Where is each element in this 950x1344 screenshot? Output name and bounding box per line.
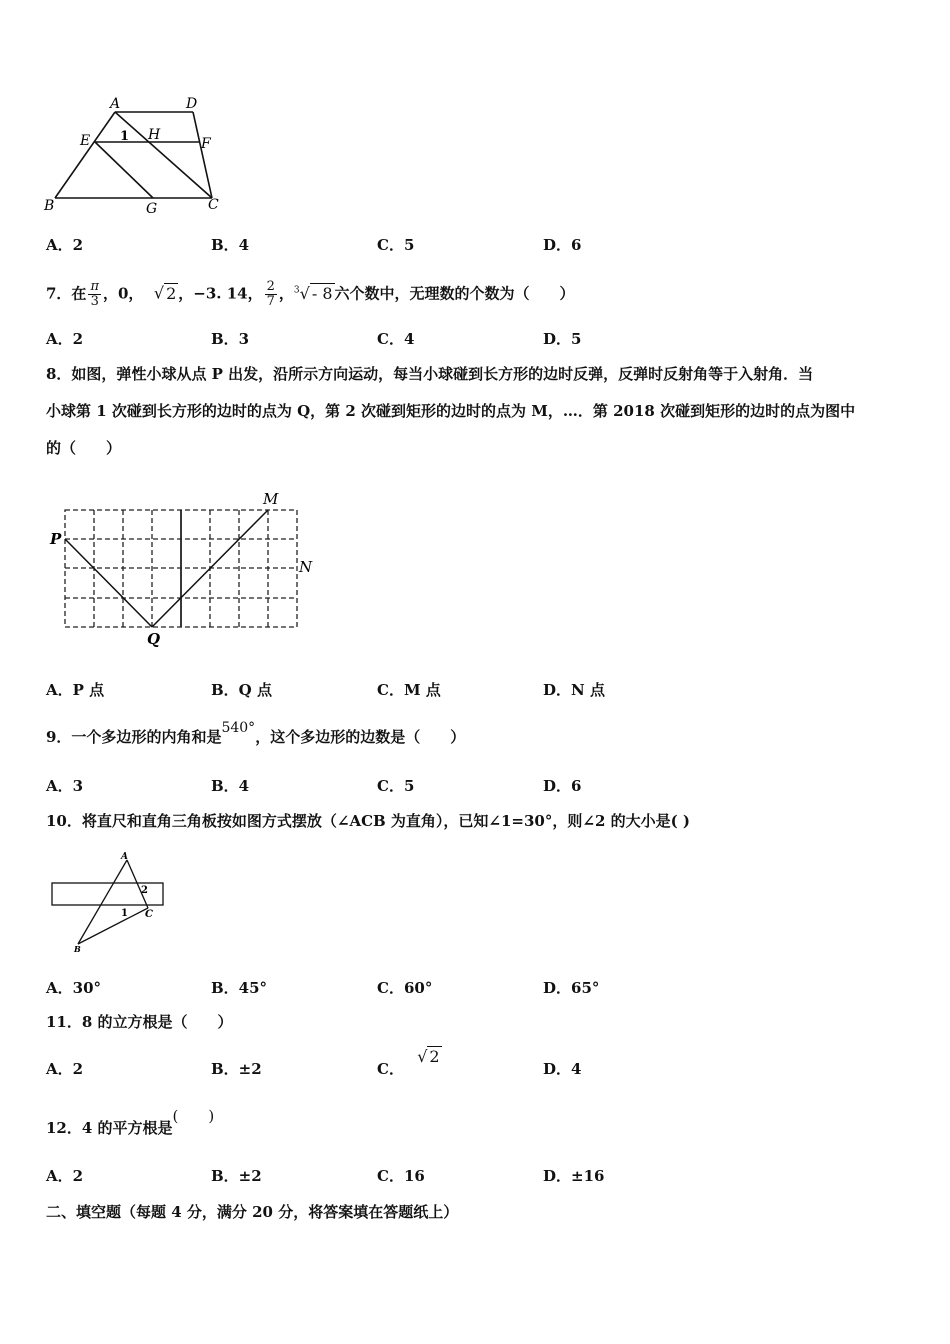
label-Q: Q	[147, 630, 161, 648]
q7-option-d[interactable]: D．5	[543, 330, 582, 348]
q10-option-b[interactable]: B．45°	[211, 979, 268, 997]
q9-option-c[interactable]: C．5	[377, 777, 415, 795]
side-AC	[127, 860, 148, 908]
sqrt-2: √ 2	[153, 283, 177, 303]
q7-option-b[interactable]: B．3	[211, 330, 250, 348]
section-heading: 二、填空题（每题 4 分，满分 20 分，将答案填在答题纸上）	[46, 1203, 459, 1221]
q8-option-b[interactable]: B．Q 点	[211, 681, 272, 699]
grid-figure	[40, 488, 330, 653]
q10-option-c[interactable]: C．60°	[377, 979, 433, 997]
segment-EG	[95, 142, 153, 198]
label-N: N	[299, 558, 313, 576]
q12-option-d[interactable]: D．±16	[543, 1167, 605, 1185]
q7-suffix: 六个数中，无理数的个数为（ ）	[334, 284, 575, 303]
q8-line-3: 的（ ）	[46, 439, 122, 457]
label-G: G	[146, 201, 158, 217]
label-H: H	[148, 127, 161, 143]
label-B: B	[74, 944, 81, 954]
q9-prefix: 9．一个多边形的内角和是	[46, 728, 222, 746]
q12-option-a[interactable]: A．2	[46, 1167, 84, 1185]
q10-option-a[interactable]: A．30°	[46, 979, 102, 997]
cube-root-neg-8: $^3$√ - 8	[293, 283, 333, 303]
label-A: A	[121, 852, 128, 862]
q10-option-d[interactable]: D．65°	[543, 979, 600, 997]
label-M: M	[263, 490, 279, 508]
sqrt-2-option: √ 2	[417, 1047, 440, 1066]
fraction-pi-over-3: $\frac{\pi}{3}$	[90, 279, 99, 309]
q11-option-b[interactable]: B．±2	[211, 1060, 262, 1078]
q11-option-d[interactable]: D．4	[543, 1060, 582, 1078]
q6-option-c[interactable]: C．5	[377, 236, 415, 254]
q7-option-a[interactable]: A．2	[46, 330, 84, 348]
q9-suffix: ，这个多边形的边数是（ ）	[255, 728, 466, 746]
label-C: C	[208, 197, 219, 213]
label-A: A	[110, 96, 121, 112]
label-C: C	[145, 909, 153, 920]
q6-option-b[interactable]: B．4	[211, 236, 250, 254]
q9-option-d[interactable]: D．6	[543, 777, 582, 795]
q9-option-a[interactable]: A．3	[46, 777, 84, 795]
trapezoid-figure	[40, 92, 230, 217]
q8-line-2: 小球第 1 次碰到长方形的边时的点为 Q，第 2 次碰到矩形的边时的点为 M，…．第 2018 次碰到矩形的边时的点为图中	[46, 402, 856, 420]
path-P-Q	[65, 539, 152, 627]
segment-DC	[193, 112, 212, 198]
fraction-2-over-7: $\frac{2}{7}$	[266, 279, 275, 309]
angle-540: 540°	[221, 720, 256, 736]
q12-paren: ( )	[172, 1107, 215, 1125]
q12-option-c[interactable]: C．16	[377, 1167, 425, 1185]
label-D: D	[186, 96, 198, 112]
q8-option-c[interactable]: C．M 点	[377, 681, 441, 699]
label-E: E	[80, 133, 91, 149]
q8-option-d[interactable]: D．N 点	[543, 681, 605, 699]
q6-option-a[interactable]: A．2	[46, 236, 84, 254]
label-2: 2	[141, 885, 148, 896]
ruler-triangle-figure	[45, 848, 175, 958]
q6-option-d[interactable]: D．6	[543, 236, 582, 254]
q7-prefix: 7．在	[46, 284, 87, 303]
label-1: 1	[121, 908, 128, 919]
label-1: 1	[120, 129, 130, 144]
q7-option-c[interactable]: C．4	[377, 330, 415, 348]
segment-AC	[115, 112, 212, 198]
label-P: P	[50, 530, 62, 548]
q8-line-1: 8．如图，弹性小球从点 P 出发，沿所示方向运动，每当小球碰到长方形的边时反弹，反弹时反射角等于入射角．当	[46, 365, 814, 383]
q10-question: 10．将直尺和直角三角板按如图方式摆放（∠ACB 为直角），已知∠1=30°，则∠2 的大小是( )	[46, 812, 691, 830]
q12-option-b[interactable]: B．±2	[211, 1167, 262, 1185]
label-B: B	[44, 198, 55, 214]
q11-option-c[interactable]: C． √ 2	[377, 1047, 440, 1078]
q11-question: 11．8 的立方根是（ ）	[46, 1013, 233, 1031]
segment-AB	[55, 112, 115, 198]
q11-option-a[interactable]: A．2	[46, 1060, 84, 1078]
label-F: F	[201, 136, 211, 152]
q9-question	[46, 720, 466, 748]
q12-question: 12．4 的平方根是( )	[46, 1107, 215, 1137]
q8-option-a[interactable]: A．P 点	[46, 681, 105, 699]
q7-question: 7．在 $\frac{\pi}{3}$ ，0， √ 2 ，−3. 14， $\frac{2}{7}$ ，$^3$√ - 8 六个数中，无理数的个数为（ ）	[46, 279, 575, 309]
q9-option-b[interactable]: B．4	[211, 777, 250, 795]
